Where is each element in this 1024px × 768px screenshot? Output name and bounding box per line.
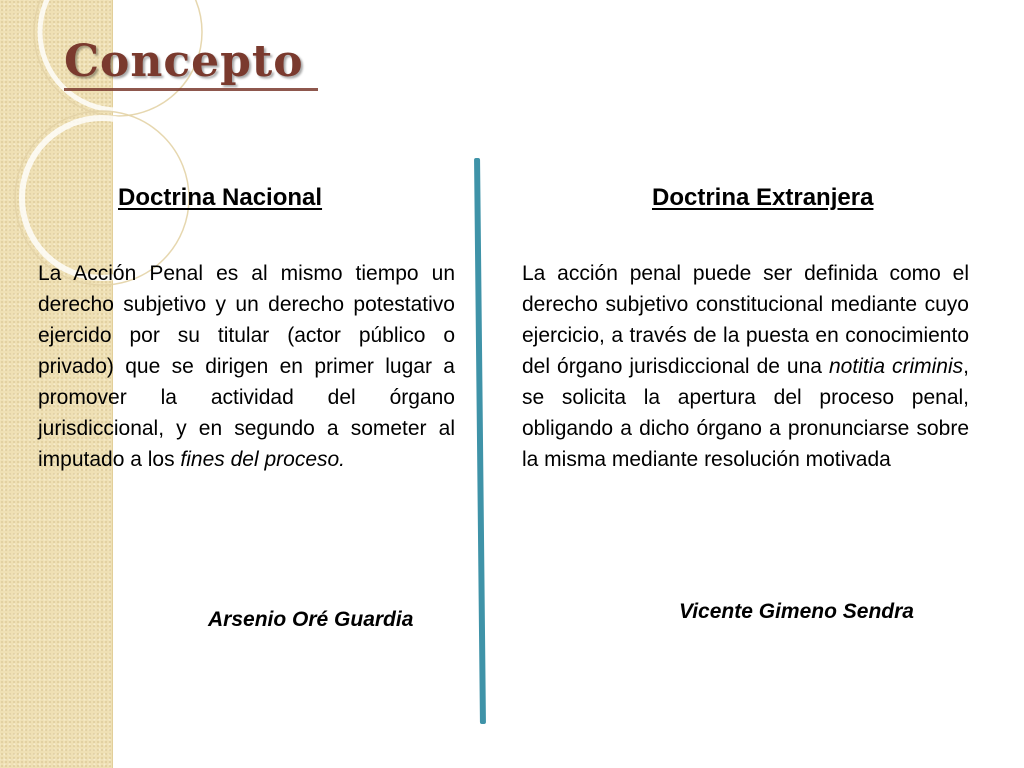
right-column-author: Vicente Gimeno Sendra [679, 600, 914, 623]
right-column-heading: Doctrina Extranjera [652, 184, 874, 211]
right-body-text: La acción penal puede ser definida como el derecho subjetivo constitucional mediante cuyo ejercicio, a través de la puesta en conocimiento del órgano jurisdiccional de una [522, 262, 969, 378]
left-body-italic: fines del proceso. [180, 448, 346, 471]
right-column-body [522, 258, 969, 475]
left-body-text: La Acción Penal es al mismo tiempo un derecho subjetivo y un derecho potestativo ejercido por su titular (actor público o privado) que se dirigen en primer lugar a promover la actividad del órgano jurisdiccional, y en segundo a someter al imputado a los [38, 262, 455, 471]
left-column-body [38, 258, 455, 475]
right-body-italic: notitia criminis [828, 355, 964, 378]
left-column-author: Arsenio Oré Guardia [208, 608, 414, 631]
title-underline [64, 88, 318, 91]
right-body-text-end: , se solicita la apertura del proceso penal, obligando a dicho órgano a pronunciarse sobre la misma mediante resolución motivada [522, 355, 969, 471]
slide-title: Concepto [64, 36, 304, 87]
column-divider [474, 158, 486, 724]
left-column-heading: Doctrina Nacional [118, 184, 323, 211]
